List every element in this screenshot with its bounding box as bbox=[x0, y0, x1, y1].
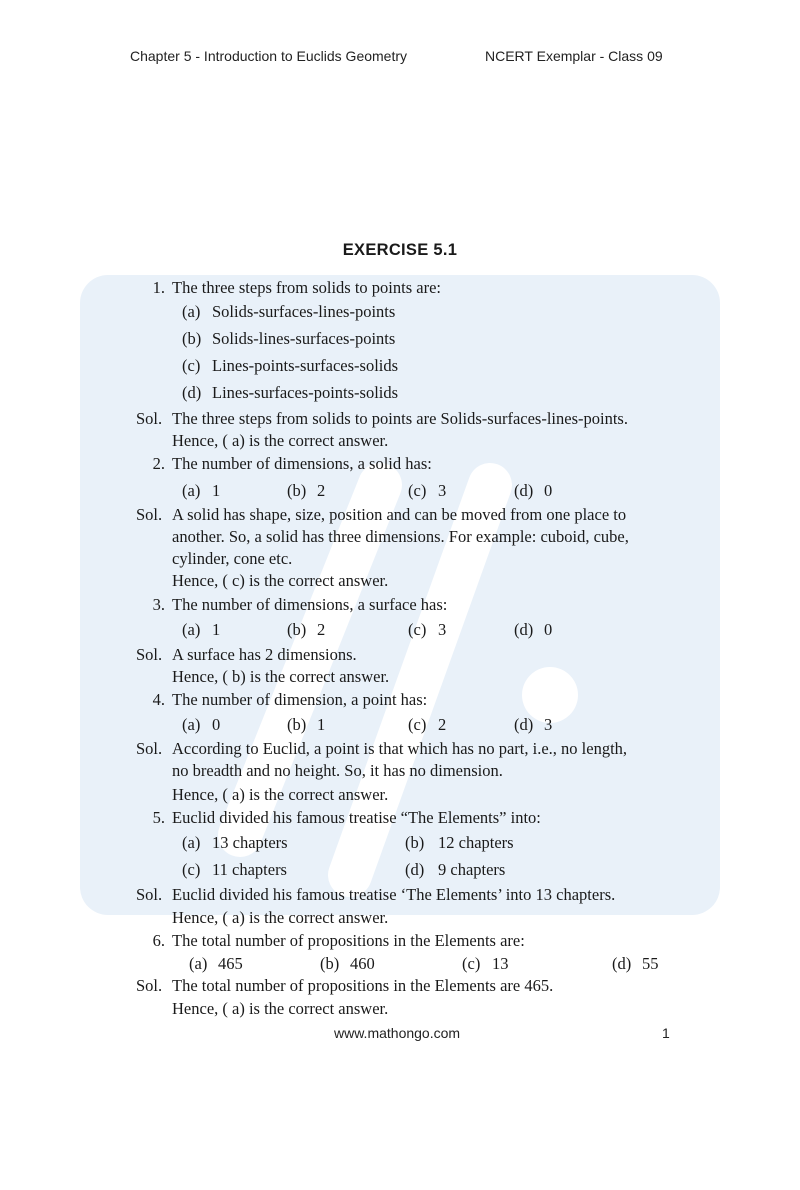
solution-label: Sol. bbox=[136, 409, 163, 428]
solution-text: According to Euclid, a point is that which has no part, i.e., no length, bbox=[172, 739, 628, 758]
option-text: 1 bbox=[317, 715, 326, 734]
option-label: (d) bbox=[514, 715, 534, 734]
option-text: Lines-surfaces-points-solids bbox=[212, 383, 399, 402]
option-text: Lines-points-surfaces-solids bbox=[212, 356, 399, 375]
solution-text: Euclid divided his famous treatise ‘The Elements’ into 13 chapters. bbox=[172, 885, 616, 904]
question-number: 2. bbox=[152, 454, 165, 473]
solution-text: Hence, ( a) is the correct answer. bbox=[172, 908, 389, 927]
option-label: (d) bbox=[182, 383, 202, 402]
option-text: 3 bbox=[438, 620, 447, 639]
solution-text: A solid has shape, size, position and can be moved from one place to bbox=[172, 505, 627, 524]
option-label: (c) bbox=[182, 860, 201, 879]
question-number: 4. bbox=[152, 690, 165, 709]
option-text: 1 bbox=[212, 620, 221, 639]
page-number: 1 bbox=[662, 1025, 670, 1041]
option-label: (b) bbox=[287, 715, 307, 734]
option-label: (d) bbox=[514, 481, 534, 500]
option-label: (a) bbox=[189, 954, 208, 973]
solution-text: Hence, ( c) is the correct answer. bbox=[172, 571, 389, 590]
option-label: (c) bbox=[408, 620, 427, 639]
solution-label: Sol. bbox=[136, 885, 163, 904]
solution-text: Hence, ( a) is the correct answer. bbox=[172, 431, 389, 450]
question-number: 6. bbox=[152, 931, 165, 950]
option-text: Solids-lines-surfaces-points bbox=[212, 329, 396, 348]
option-text: 1 bbox=[212, 481, 221, 500]
option-label: (b) bbox=[405, 833, 425, 852]
question-text: The number of dimensions, a surface has: bbox=[172, 595, 448, 614]
option-label: (b) bbox=[182, 329, 202, 348]
option-label: (c) bbox=[408, 481, 427, 500]
solution-text: Hence, ( a) is the correct answer. bbox=[172, 999, 389, 1018]
footer-url: www.mathongo.com bbox=[334, 1025, 461, 1041]
question-number: 3. bbox=[152, 595, 165, 614]
solution-text: Hence, ( b) is the correct answer. bbox=[172, 667, 390, 686]
option-text: 2 bbox=[317, 481, 326, 500]
solution-label: Sol. bbox=[136, 645, 163, 664]
option-text: 12 chapters bbox=[438, 833, 514, 852]
solution-text: cylinder, cone etc. bbox=[172, 549, 293, 568]
option-text: Solids-surfaces-lines-points bbox=[212, 302, 396, 321]
solution-text: The three steps from solids to points are Solids-surfaces-lines-points. bbox=[172, 409, 628, 428]
option-label: (b) bbox=[287, 620, 307, 639]
option-text: 13 chapters bbox=[212, 833, 288, 852]
option-text: 3 bbox=[544, 715, 553, 734]
option-label: (a) bbox=[182, 715, 201, 734]
solution-text: no breadth and no height. So, it has no dimension. bbox=[172, 761, 503, 780]
question-text: The number of dimension, a point has: bbox=[172, 690, 428, 709]
option-label: (a) bbox=[182, 481, 201, 500]
solution-label: Sol. bbox=[136, 505, 163, 524]
exercise-title: EXERCISE 5.1 bbox=[342, 241, 458, 259]
solution-label: Sol. bbox=[136, 739, 163, 758]
option-text: 11 chapters bbox=[212, 860, 287, 879]
solution-label: Sol. bbox=[136, 976, 163, 995]
option-text: 3 bbox=[438, 481, 447, 500]
option-label: (c) bbox=[408, 715, 427, 734]
option-label: (d) bbox=[514, 620, 534, 639]
option-text: 0 bbox=[544, 620, 553, 639]
question-number: 5. bbox=[152, 808, 165, 827]
option-label: (a) bbox=[182, 620, 201, 639]
question-text: Euclid divided his famous treatise “The Elements” into: bbox=[172, 808, 541, 827]
solution-text: The total number of propositions in the Elements are 465. bbox=[172, 976, 554, 995]
solution-text: another. So, a solid has three dimensions. For example: cuboid, cube, bbox=[172, 527, 629, 546]
option-text: 460 bbox=[350, 954, 375, 973]
option-label: (a) bbox=[182, 302, 201, 321]
option-label: (d) bbox=[405, 860, 425, 879]
question-text: The number of dimensions, a solid has: bbox=[172, 454, 432, 473]
option-text: 465 bbox=[218, 954, 243, 973]
solution-text: A surface has 2 dimensions. bbox=[172, 645, 357, 664]
option-text: 2 bbox=[438, 715, 447, 734]
option-text: 0 bbox=[212, 715, 221, 734]
option-label: (d) bbox=[612, 954, 632, 973]
option-text: 55 bbox=[642, 954, 659, 973]
question-number: 1. bbox=[152, 278, 165, 297]
option-label: (b) bbox=[287, 481, 307, 500]
header-class: NCERT Exemplar - Class 09 bbox=[485, 48, 663, 64]
header-chapter: Chapter 5 - Introduction to Euclids Geometry bbox=[130, 48, 408, 64]
option-label: (c) bbox=[182, 356, 201, 375]
question-text: The total number of propositions in the Elements are: bbox=[172, 931, 525, 950]
solution-text: Hence, ( a) is the correct answer. bbox=[172, 785, 389, 804]
option-label: (b) bbox=[320, 954, 340, 973]
option-label: (a) bbox=[182, 833, 201, 852]
option-text: 2 bbox=[317, 620, 326, 639]
question-text: The three steps from solids to points are: bbox=[172, 278, 441, 297]
option-text: 13 bbox=[492, 954, 509, 973]
option-text: 9 chapters bbox=[438, 860, 506, 879]
option-label: (c) bbox=[462, 954, 481, 973]
option-text: 0 bbox=[544, 481, 553, 500]
